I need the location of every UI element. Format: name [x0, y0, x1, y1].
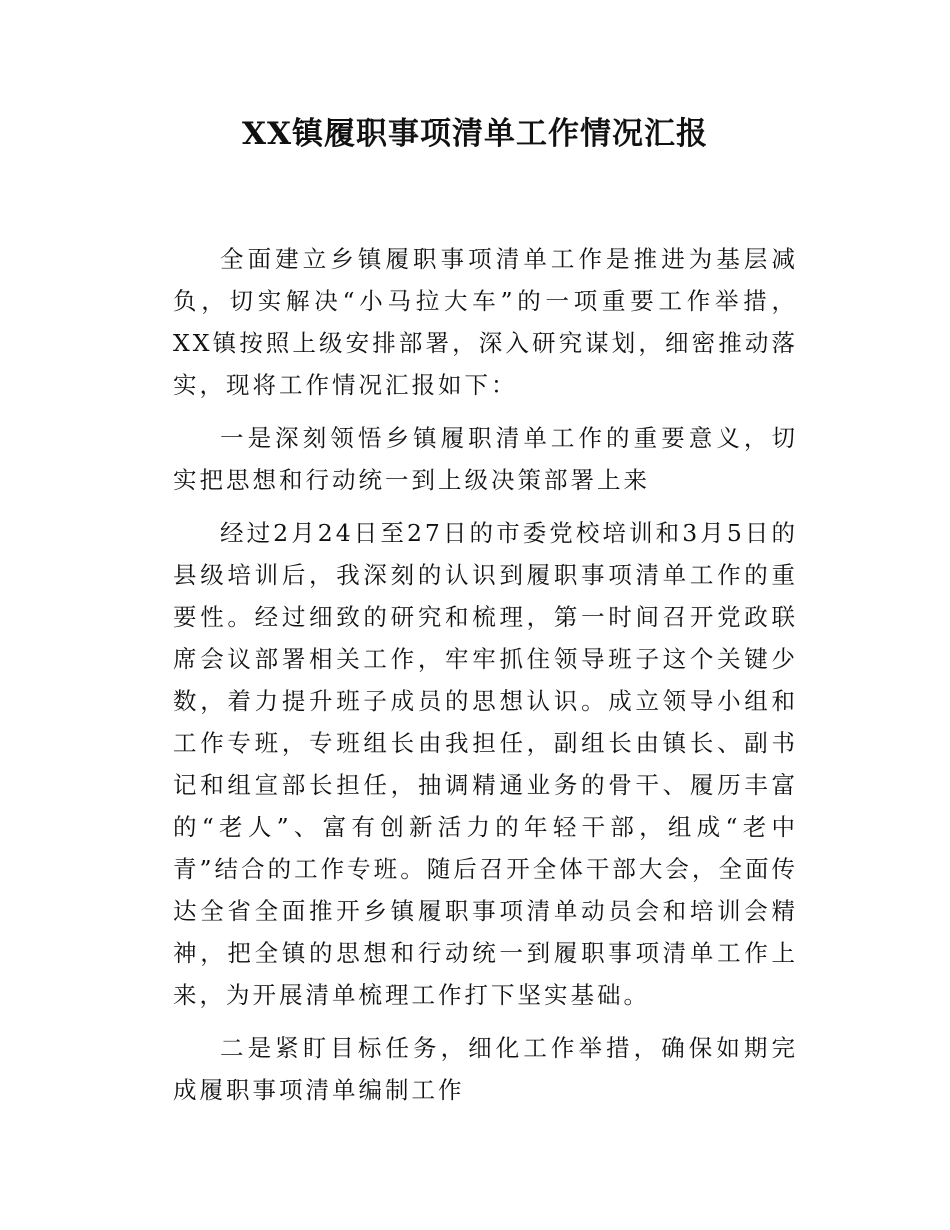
document-body [173, 238, 798, 1122]
section-one-paragraph: 经过2月24日至27日的市委党校培训和3月5日的县级培训后，我深刻的认识到履职事项清单工作的重要性。经过细致的研究和梳理，第一时间召开党政联席会议部署相关工作，牢牢抓住领导班子这个关键少数，着力提升班子成员的思想认识。成立领导小组和工作专班，专班组长由我担任，副组长由镇长、副书记和组宣部长担任，抽调精通业务的骨干、履历丰富的“老人”、富有创新活力的年轻干部，组成“老中青”结合的工作专班。随后召开全体干部大会，全面传达全省全面推开乡镇履职事项清单动员会和培训会精神，把全镇的思想和行动统一到履职事项清单工作上来，为开展清单梳理工作打下坚实基础。 [173, 519, 798, 1009]
document-title: XX镇履职事项清单工作情况汇报 [241, 116, 709, 152]
intro-paragraph: 全面建立乡镇履职事项清单工作是推进为基层减负，切实解决“小马拉大车”的一项重要工作举措，XX镇按照上级安排部署，深入研究谋划，细密推动落实，现将工作情况汇报如下： [173, 245, 798, 399]
section-two-heading: 二是紧盯目标任务，细化工作举措，确保如期完成履职事项清单编制工作 [173, 1034, 798, 1104]
section-one-heading: 一是深刻领悟乡镇履职清单工作的重要意义，切实把思想和行动统一到上级决策部署上来 [173, 424, 798, 494]
